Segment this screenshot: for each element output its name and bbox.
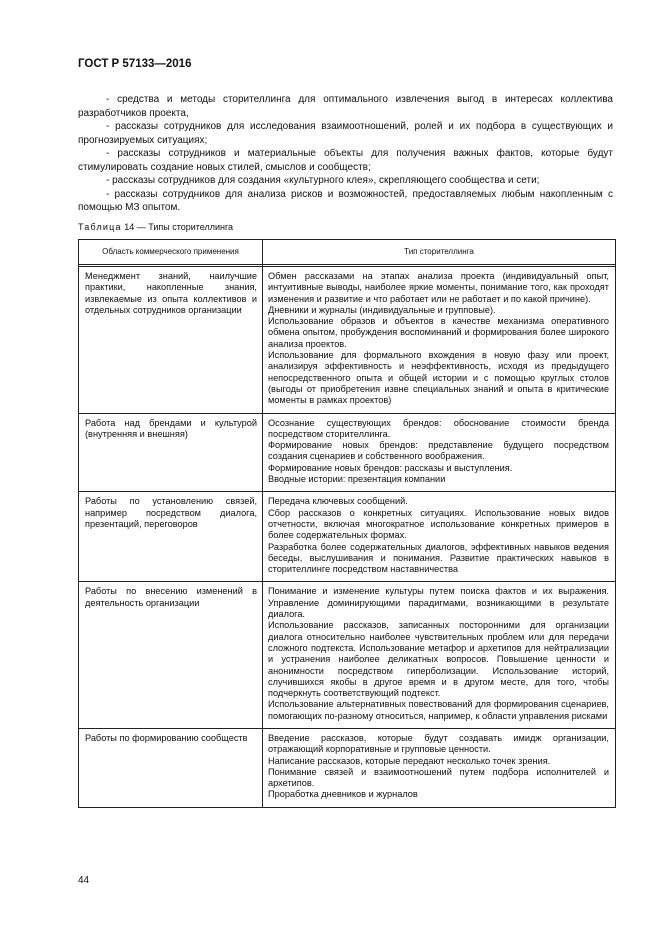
type-item: Формирование новых брендов: рассказы и выступления. [268,462,513,473]
type-item: Формирование новых брендов: представление будущего посредством создания сценариев и собственного воображения. [268,440,609,462]
table-caption [78,222,233,232]
type-item: Вводные истории: презентация компании [268,474,446,485]
table-row [79,267,616,414]
type-item: Понимание и изменение культуры путем поиска фактов и их выражения. Управление доминирующими парадигмами, возникающими в результате диалога. [268,586,609,620]
type-cell [263,582,616,729]
type-item: Обмен рассказами на этапах анализа проекта (индивидуальный опыт, интуитивные выводы, наиболее яркие моменты, понимание того, как проходят изменения и развитие и что работает или не работает и по какой причине). [268,271,609,304]
type-cell [263,492,616,582]
table-caption-title: 14 — Типы сторителлинга [121,222,234,232]
type-item: Написание рассказов, которые передают несколько точек зрения. [268,755,551,766]
storytelling-types-table [78,239,616,808]
type-item: Понимание связей и взаимоотношений путем подбора исполнителей и архетипов. [268,766,609,789]
table-row [79,413,616,492]
type-item: Дневники и журналы (индивидуальные и групповые). [268,304,496,315]
type-cell [263,267,616,414]
column-header-type: Тип сторителлинга [263,240,616,265]
table-row [79,582,616,729]
document-header: ГОСТ Р 57133—2016 [78,58,192,70]
table-caption-label: Таблица [78,222,122,232]
type-item: Передача ключевых сообщений. [268,496,408,507]
type-cell [263,413,616,492]
type-item: Проработка дневников и журналов [268,789,418,800]
type-item: Осознание существующих брендов: обоснование стоимости бренда посредством сторителлинга. [268,417,609,439]
page-number: 44 [78,875,90,886]
type-item: Разработка более содержательных диалогов, эффективных навыков ведения беседы, выслушивания и понимания. Развитие практических навыков в сторителлинге посредством наставничества [268,541,609,575]
intro-item: - рассказы сотрудников для создания «культурного клея», скрепляющего сообщества и сети; [106,175,540,186]
area-cell: Менеджмент знаний, наилучшие практики, накопленные знания, извлекаемые из опыта коллективов и отдельных сотрудников организации [79,267,263,414]
intro-item: - рассказы сотрудников и материальные объекты для получения важных фактов, которые будут стимулировать создание новых стилей, смыслов и сообществ; [78,148,613,173]
area-cell: Работы по внесению изменений в деятельность организации [79,582,263,729]
table-header-row [79,240,616,265]
intro-item: - рассказы сотрудников для анализа рисков и возможностей, предоставляемых любым накопленным с помощью МЗ опытом. [78,188,613,213]
type-item: Использование альтернативных повествований для формирования сценариев, помогающих по-разному относиться, например, к области управления рисками [268,699,609,721]
type-item: Использование образов и объектов в качестве механизма оперативного обмена опытом, пробуждения воспоминаний и формирования более широкого анализа проектов. [268,316,609,349]
area-cell: Работа над брендами и культурой (внутренняя и внешняя) [79,413,263,492]
column-header-area: Область коммерческого применения [79,240,263,265]
type-item: Введение рассказов, которые будут создавать имидж организации, отражающий корпоративные и групповые ценности. [268,732,609,755]
type-item: Использование для формального вхождения в новую фазу или проект, анализируя эффективность и неэффективность, исходя из предыдущего непосредственного опыта и общей истории и с помощью круглых столов (выгоды от приобретения извне специальных знаний и опыта в критические моменты в рамках проектов) [268,350,609,406]
area-cell: Работы по формированию сообществ [79,728,263,807]
intro-list [78,93,613,215]
type-item: Сбор рассказов о конкретных ситуациях. Использование новых видов отчетности, включая многократное использование конкретных примеров в более содержательных формах. [268,507,609,541]
type-item: Использование рассказов, записанных посторонними для организации диалога относительно наиболее чувствительных проблем или для передачи сложного подтекста. Использование метафор и архетипов для нейтрализации и устранения наиболее деликатных вопросов. Повышение ценности и анонимности посредством гиперболизации. Использование историй, случившихся якобы в другое время и в другом месте, для того, чтобы подчеркнуть соответствующий подтекст. [268,620,609,699]
area-cell: Работы по установлению связей, например посредством диалога, презентаций, переговоров [79,492,263,582]
table-row [79,492,616,582]
type-cell [263,728,616,807]
intro-item: - средства и методы сторителлинга для оптимального извлечения выгод в интересах коллектива разработчиков проекта, [78,94,613,119]
table-row [79,728,616,807]
intro-item: - рассказы сотрудников для исследования взаимоотношений, ролей и их подбора в существующих и прогнозируемых ситуациях; [78,121,613,146]
